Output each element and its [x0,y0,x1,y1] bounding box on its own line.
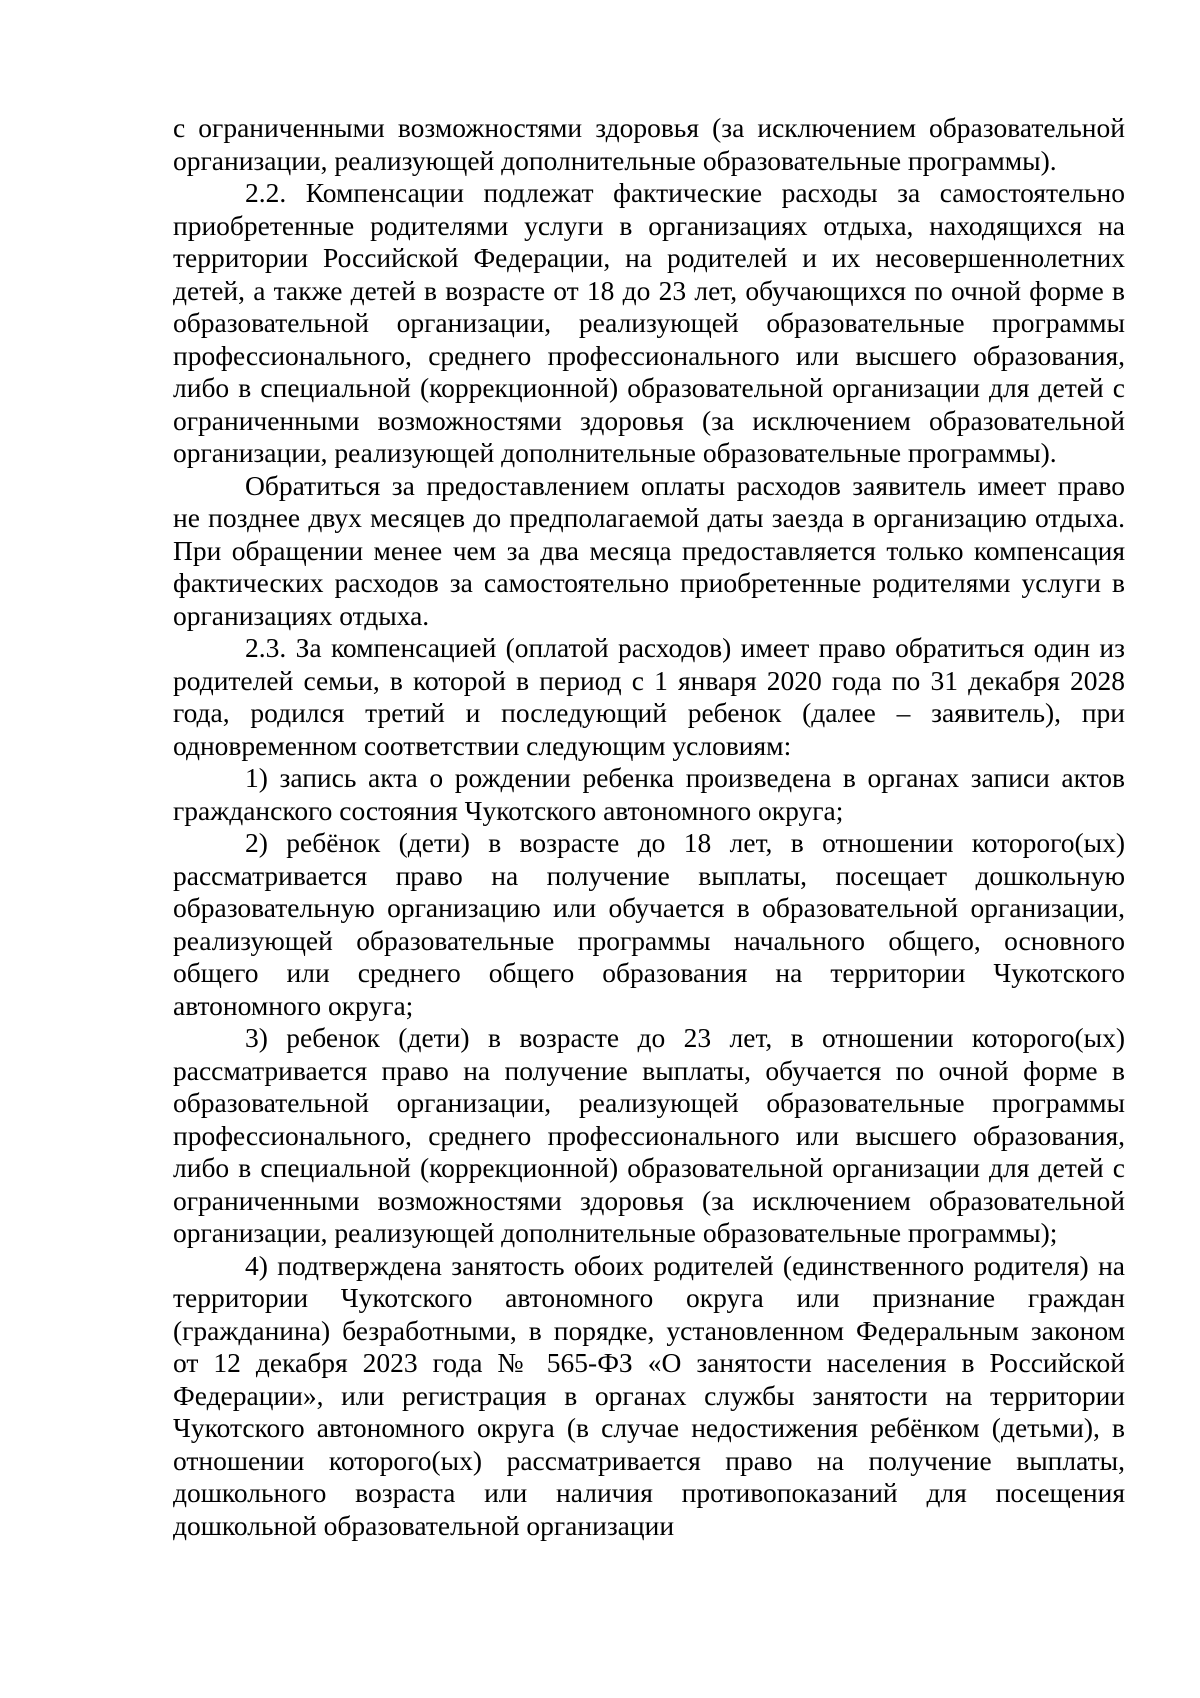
paragraph-2-2: 2.2. Компенсации подлежат фактические расходы за самостоятельно приобретенные родителями услуги в организациях отдыха, находящихся на территории Российской Федерации, на родителей и их несовершеннолетних детей, а также детей в возрасте от 18 до 23 лет, обучающихся по очной форме в образовательной организации, реализующей образовательные программы профессионального, среднего профессионального или высшего образования, либо в специальной (коррекционной) образовательной организации для детей с ограниченными возможностями здоровья (за исключением образовательной организации, реализующей дополнительные образовательные программы). [173,177,1125,468]
paragraph-2-3: 2.3. За компенсацией (оплатой расходов) имеет право обратиться один из родителей семьи, в которой в период с 1 января 2020 года по 31 декабря 2028 года, родился третий и последующий ребенок (далее – заявитель), при одновременном соответствии следующим условиям: [173,632,1125,761]
paragraph-continuation: с ограниченными возможностями здоровья (за исключением образовательной организации, реализующей дополнительные образовательные программы). [173,112,1125,176]
condition-item-2: 2) ребёнок (дети) в возрасте до 18 лет, в отношении которого(ых) рассматривается право на получение выплаты, посещает дошкольную образовательную организацию или обучается в образовательной организации, реализующей образовательные программы начального общего, основного общего или среднего общего образования на территории Чукотского автономного округа; [173,827,1125,1021]
document-page [173,112,1125,1542]
condition-item-3: 3) ребенок (дети) в возрасте до 23 лет, в отношении которого(ых) рассматривается право на получение выплаты, обучается по очной форме в образовательной организации, реализующей образовательные программы профессионального, среднего профессионального или высшего образования, либо в специальной (коррекционной) образовательной организации для детей с ограниченными возможностями здоровья (за исключением образовательной организации, реализующей дополнительные образовательные программы); [173,1022,1125,1248]
condition-item-4: 4) подтверждена занятость обоих родителей (единственного родителя) на территории Чукотского автономного округа или признание граждан (гражданина) безработными, в порядке, установленном Федеральным законом от 12 декабря 2023 года № 565-ФЗ «О занятости населения в Российской Федерации», или регистрация в органах службы занятости на территории Чукотского автономного округа (в случае недостижения ребёнком (детьми), в отношении которого(ых) рассматривается право на получение выплаты, дошкольного возраста или наличия противопоказаний для посещения дошкольной образовательной организации [173,1249,1125,1541]
condition-item-1: 1) запись акта о рождении ребенка произведена в органах записи актов гражданского состояния Чукотского автономного округа; [173,762,1125,826]
paragraph-application-deadline: Обратиться за предоставлением оплаты расходов заявитель имеет право не позднее двух месяцев до предполагаемой даты заезда в организацию отдыха. При обращении менее чем за два месяца предоставляется только компенсация фактических расходов за самостоятельно приобретенные родителями услуги в организациях отдыха. [173,469,1125,631]
